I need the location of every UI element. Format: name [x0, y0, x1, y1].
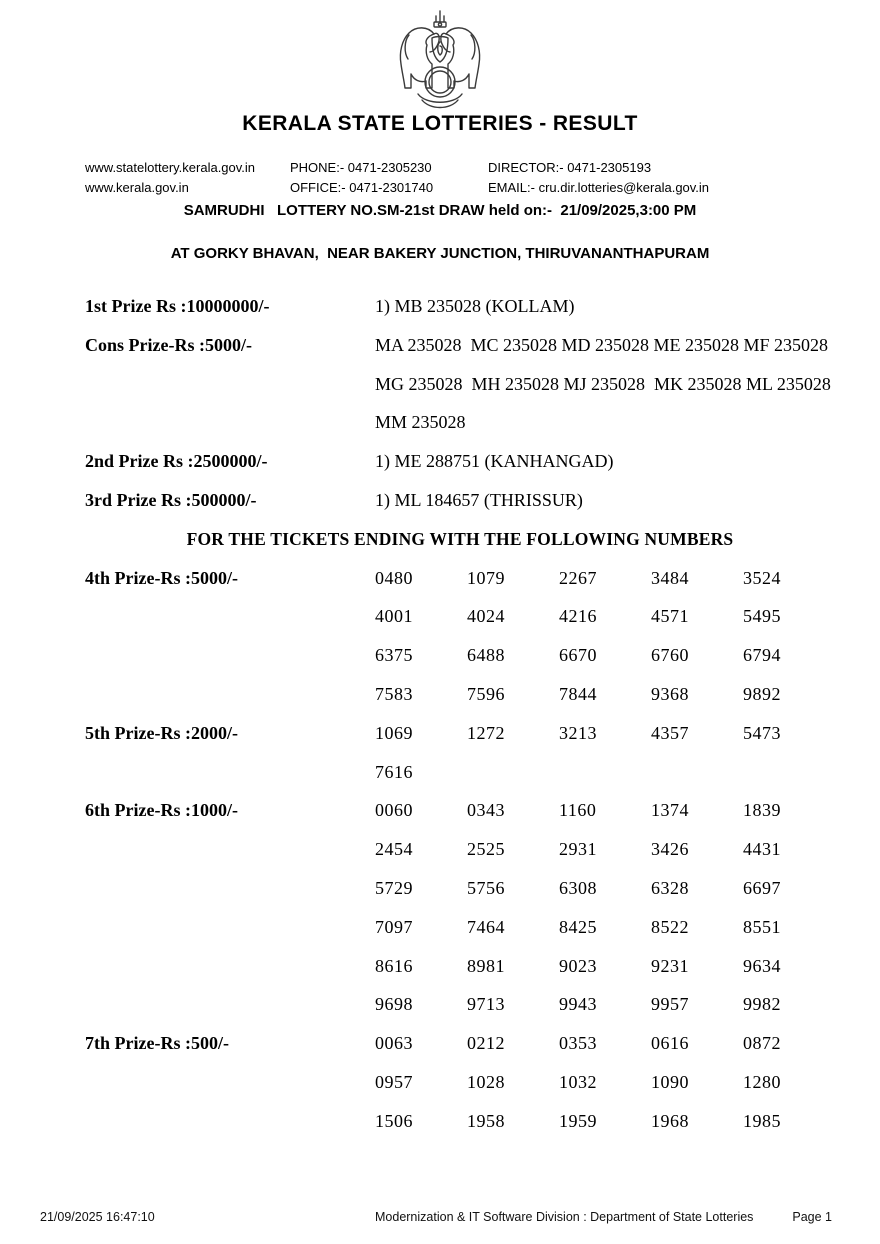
winning-number: 6794	[743, 645, 781, 666]
winning-numbers-grid	[375, 559, 835, 714]
winning-number: 9368	[651, 683, 689, 704]
winning-number: 6670	[559, 645, 597, 666]
division-name: Modernization & IT Software Division : Department of State Lotteries	[375, 1210, 754, 1224]
winning-number: 1032	[559, 1071, 597, 1092]
winning-number: 2454	[375, 839, 413, 860]
director-number: DIRECTOR:- 0471-2305193	[488, 160, 652, 175]
page-title: KERALA STATE LOTTERIES - RESULT	[242, 112, 638, 135]
contact-info	[0, 160, 880, 200]
winning-number: 0212	[467, 1033, 505, 1054]
winning-number: 1374	[651, 800, 689, 821]
winning-number: 4571	[651, 606, 689, 627]
winning-number: 1985	[743, 1110, 781, 1131]
winning-number: 6308	[559, 877, 597, 898]
winning-number: 9892	[743, 683, 781, 704]
winning-number: 0343	[467, 800, 505, 821]
kerala-government-emblem-icon	[394, 8, 486, 114]
winning-numbers-grid	[375, 714, 835, 792]
prize-label: Cons Prize-Rs :5000/-	[85, 334, 252, 355]
winning-ticket-line: MA 235028 MC 235028 MD 235028 ME 235028 MF 235028	[375, 334, 829, 355]
winning-number: 2931	[559, 839, 597, 860]
winning-number: 5729	[375, 877, 413, 898]
ending-prizes-list	[85, 559, 835, 1141]
winning-number: 4001	[375, 606, 413, 627]
prize-row	[85, 442, 835, 481]
winning-number: 5756	[467, 877, 505, 898]
winning-number: 2525	[467, 839, 505, 860]
prize-label: 3rd Prize Rs :500000/-	[85, 489, 257, 510]
prize-label: 1st Prize Rs :10000000/-	[85, 296, 270, 316]
winning-number: 3484	[651, 567, 689, 588]
winning-number: 0353	[559, 1033, 597, 1054]
winning-number: 6697	[743, 877, 781, 898]
winning-number: 4357	[651, 722, 689, 743]
winning-ticket-line: MG 235028 MH 235028 MJ 235028 MK 235028 ML 235028	[375, 373, 831, 394]
emblem-graphic	[394, 8, 486, 114]
winning-number: 1968	[651, 1110, 689, 1131]
winning-number: 6760	[651, 645, 689, 666]
phone-number: PHONE:- 0471-2305230	[290, 160, 432, 175]
winning-number: 9943	[559, 994, 597, 1015]
winning-number: 8551	[743, 916, 781, 937]
winning-number: 8981	[467, 955, 505, 976]
top-prizes-list	[85, 287, 835, 520]
winning-number: 0616	[651, 1033, 689, 1054]
winning-number: 6488	[467, 645, 505, 666]
venue-line: AT GORKY BHAVAN, NEAR BAKERY JUNCTION, THIRUVANANTHAPURAM	[170, 245, 710, 262]
winning-ticket-line: 1) ML 184657 (THRISSUR)	[375, 489, 583, 510]
winning-ticket-line: 1) MB 235028 (KOLLAM)	[375, 296, 575, 316]
winning-number: 7464	[467, 916, 505, 937]
email-address: EMAIL:- cru.dir.lotteries@kerala.gov.in	[488, 180, 710, 195]
winning-number: 9023	[559, 955, 597, 976]
ending-prize-row	[85, 1024, 835, 1140]
winning-number: 8616	[375, 955, 413, 976]
draw-details-line: SAMRUDHI LOTTERY NO.SM-21st DRAW held on:- 21/09/2025,3:00 PM	[183, 202, 697, 219]
winning-number: 0480	[375, 567, 413, 588]
prize-label: 4th Prize-Rs :5000/-	[85, 567, 238, 588]
prize-label: 7th Prize-Rs :500/-	[85, 1033, 229, 1054]
prize-row	[85, 287, 835, 326]
prize-winners	[375, 481, 835, 520]
winning-number: 1958	[467, 1110, 505, 1131]
winning-number: 1079	[467, 567, 505, 588]
winning-number: 1028	[467, 1071, 505, 1092]
winning-number: 7583	[375, 683, 413, 704]
winning-number: 7616	[375, 761, 413, 782]
website-kerala: www.kerala.gov.in	[85, 180, 189, 195]
winning-number: 7097	[375, 916, 413, 937]
winning-numbers-grid	[375, 791, 835, 1024]
ending-numbers-heading: FOR THE TICKETS ENDING WITH THE FOLLOWING NUMBERS	[186, 528, 734, 549]
prize-label: 6th Prize-Rs :1000/-	[85, 800, 238, 821]
prize-label: 2nd Prize Rs :2500000/-	[85, 451, 268, 472]
winning-number: 6375	[375, 645, 413, 666]
winning-number: 8425	[559, 916, 597, 937]
contact-row-2	[0, 180, 880, 200]
winning-number: 6328	[651, 877, 689, 898]
winning-number: 9957	[651, 994, 689, 1015]
winning-number: 3426	[651, 839, 689, 860]
winning-number: 1280	[743, 1071, 781, 1092]
winning-number: 1959	[559, 1110, 597, 1131]
ending-prize-row	[85, 714, 835, 792]
prize-row	[85, 326, 835, 442]
winning-numbers-grid	[375, 1024, 835, 1140]
winning-number: 4431	[743, 839, 781, 860]
winning-number: 8522	[651, 916, 689, 937]
winning-number: 4024	[467, 606, 505, 627]
winning-number: 1272	[467, 722, 505, 743]
ending-prize-row	[85, 559, 835, 714]
winning-number: 1160	[559, 800, 597, 821]
winning-number: 5473	[743, 722, 781, 743]
winning-number: 9982	[743, 994, 781, 1015]
ending-prize-row	[85, 791, 835, 1024]
prize-row	[85, 481, 835, 520]
winning-number: 1839	[743, 800, 781, 821]
winning-number: 2267	[559, 567, 597, 588]
winning-number: 9634	[743, 955, 781, 976]
winning-number: 3524	[743, 567, 781, 588]
winning-number: 5495	[743, 606, 781, 627]
winning-number: 9698	[375, 994, 413, 1015]
results-body	[85, 287, 835, 1141]
winning-number: 0063	[375, 1033, 413, 1054]
winning-number: 1090	[651, 1071, 689, 1092]
prize-label: 5th Prize-Rs :2000/-	[85, 722, 238, 743]
winning-number: 9713	[467, 994, 505, 1015]
winning-number: 0872	[743, 1033, 781, 1054]
winning-number: 1506	[375, 1110, 413, 1131]
winning-number: 4216	[559, 606, 597, 627]
winning-ticket-line: 1) ME 288751 (KANHANGAD)	[375, 451, 614, 472]
prize-winners	[375, 287, 835, 326]
office-number: OFFICE:- 0471-2301740	[290, 180, 434, 195]
website-statelottery: www.statelottery.kerala.gov.in	[85, 160, 256, 175]
winning-number: 7844	[559, 683, 597, 704]
prize-winners	[375, 326, 835, 442]
winning-number: 0957	[375, 1071, 413, 1092]
page-number: Page 1	[792, 1210, 832, 1224]
prize-winners	[375, 442, 835, 481]
contact-row-1	[0, 160, 880, 180]
winning-number: 9231	[651, 955, 689, 976]
winning-number: 1069	[375, 722, 413, 743]
generated-timestamp: 21/09/2025 16:47:10	[40, 1210, 155, 1224]
winning-ticket-line: MM 235028	[375, 412, 466, 433]
winning-number: 7596	[467, 683, 505, 704]
winning-number: 3213	[559, 722, 597, 743]
winning-number: 0060	[375, 800, 413, 821]
